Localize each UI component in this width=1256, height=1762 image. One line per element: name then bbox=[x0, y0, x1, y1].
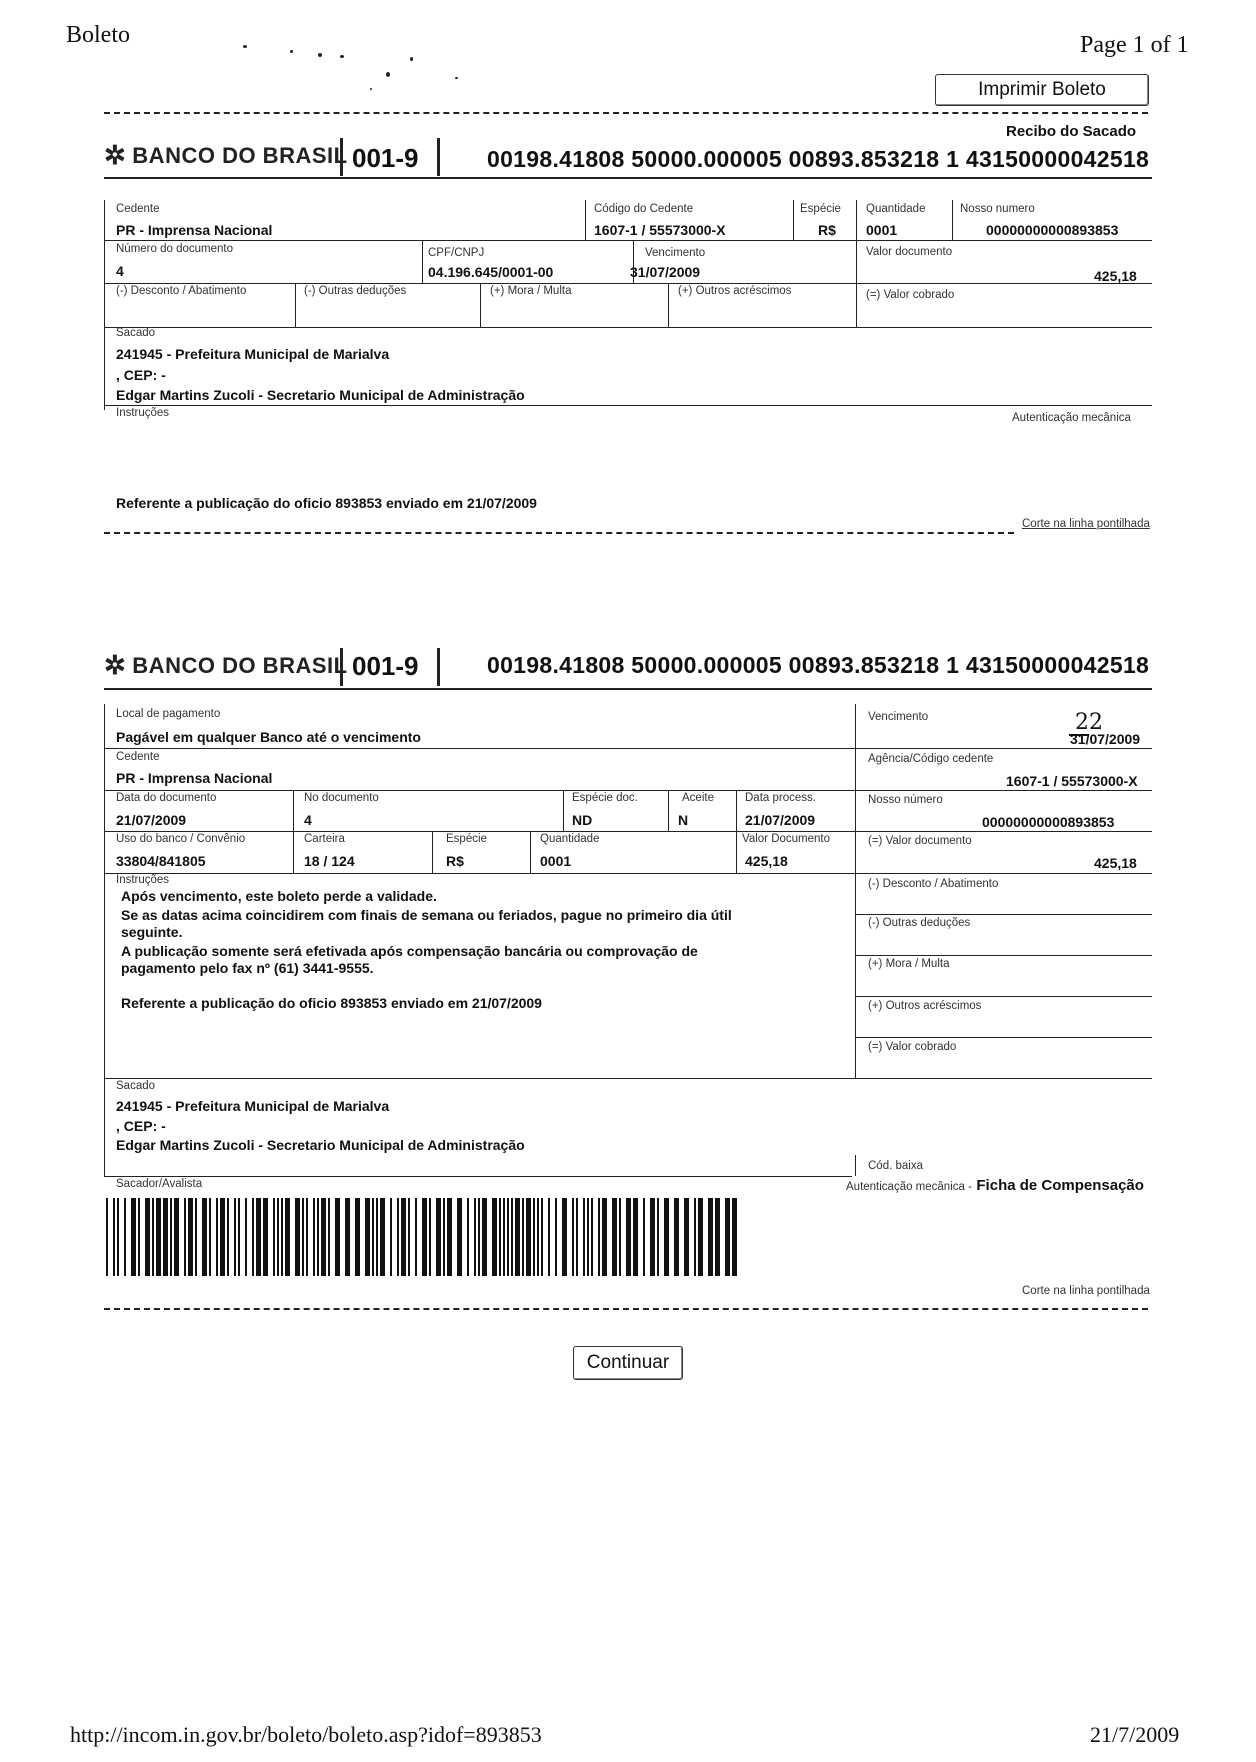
cedente-label: Cedente bbox=[116, 751, 160, 763]
barcode-bar bbox=[650, 1198, 655, 1276]
barcode-bar bbox=[408, 1198, 410, 1276]
barcode-bar bbox=[619, 1198, 621, 1276]
page-number: Page 1 of 1 bbox=[1080, 32, 1189, 58]
divider bbox=[104, 748, 1152, 749]
barcode-bar bbox=[503, 1198, 505, 1276]
cut-line bbox=[104, 1308, 1148, 1310]
valor-doc-value: 425,18 bbox=[1094, 268, 1137, 284]
barcode-bar bbox=[202, 1198, 207, 1276]
barcode-bar bbox=[533, 1198, 535, 1276]
divider bbox=[104, 283, 1152, 284]
barcode-bar bbox=[273, 1198, 275, 1276]
barcode-bar bbox=[555, 1198, 557, 1276]
barcode-bar bbox=[698, 1198, 703, 1276]
barcode-bar bbox=[537, 1198, 539, 1276]
instruction-line-1: Após vencimento, este boleto perde a validade. bbox=[121, 888, 437, 904]
especie-doc-value: ND bbox=[572, 812, 593, 828]
divider bbox=[668, 283, 669, 327]
bank-logo bbox=[104, 650, 348, 681]
barcode-bar bbox=[511, 1198, 513, 1276]
barcode-bar bbox=[227, 1198, 229, 1276]
barcode-bar bbox=[507, 1198, 509, 1276]
especie-value: R$ bbox=[446, 853, 464, 869]
page-header-title: Boleto bbox=[66, 22, 130, 48]
barcode-bar bbox=[499, 1198, 501, 1276]
barcode-bar bbox=[415, 1198, 417, 1276]
cpf-label: CPF/CNPJ bbox=[428, 247, 485, 259]
barcode-bar bbox=[478, 1198, 480, 1276]
cod-baixa-label: Cód. baixa bbox=[868, 1160, 923, 1172]
sacado-label: Sacado bbox=[116, 1080, 156, 1092]
autenticacao-ficha bbox=[846, 1177, 1144, 1195]
barcode-bar bbox=[515, 1198, 520, 1276]
barcode-bar bbox=[184, 1198, 186, 1276]
acrescimos-label: (+) Outros acréscimos bbox=[868, 1000, 982, 1012]
instrucoes-label: Instruções bbox=[116, 407, 170, 419]
agencia-label: Agência/Código cedente bbox=[868, 753, 994, 765]
barcode-bar bbox=[482, 1198, 487, 1276]
barcode-bar bbox=[252, 1198, 254, 1276]
no-documento-value: 4 bbox=[304, 812, 312, 828]
cedente-value: PR - Imprensa Nacional bbox=[116, 770, 273, 786]
continue-button[interactable]: Continuar bbox=[573, 1346, 683, 1380]
divider bbox=[104, 873, 1152, 874]
aceite-value: N bbox=[678, 812, 689, 828]
barcode-bar bbox=[633, 1198, 638, 1276]
table-border bbox=[104, 200, 105, 410]
quantidade-label: Quantidade bbox=[540, 833, 600, 845]
barcode-bar bbox=[401, 1198, 406, 1276]
barcode-bar bbox=[295, 1198, 300, 1276]
data-process-value: 21/07/2009 bbox=[745, 812, 816, 828]
barcode-bar bbox=[380, 1198, 385, 1276]
valor-documento-value: 425,18 bbox=[745, 853, 788, 869]
divider bbox=[530, 831, 531, 873]
divider bbox=[104, 240, 1152, 241]
barcode-bar bbox=[447, 1198, 452, 1276]
num-doc-value: 4 bbox=[116, 263, 124, 279]
barcode-bar bbox=[306, 1198, 308, 1276]
barcode-bar bbox=[328, 1198, 330, 1276]
barcode-bar bbox=[256, 1198, 261, 1276]
barcode-bar bbox=[216, 1198, 218, 1276]
bank-name: BANCO DO BRASIL bbox=[132, 142, 348, 168]
barcode-bar bbox=[238, 1198, 240, 1276]
barcode-bar bbox=[397, 1198, 399, 1276]
barcode-bar bbox=[152, 1198, 154, 1276]
valor-cobrado-label: (=) Valor cobrado bbox=[866, 289, 955, 301]
barcode-bar bbox=[277, 1198, 279, 1276]
barcode-bar bbox=[313, 1198, 315, 1276]
barcode-bar bbox=[474, 1198, 476, 1276]
barcode-bar bbox=[541, 1198, 543, 1276]
barcode-bar bbox=[576, 1198, 578, 1276]
instruction-line-4: A publicação somente será efetivada após compensação bancária ou comprovação de bbox=[121, 943, 698, 959]
divider bbox=[437, 648, 440, 686]
valor-doc-label: (=) Valor documento bbox=[868, 835, 972, 847]
barcode-bar bbox=[715, 1198, 720, 1276]
cut-line bbox=[104, 112, 1148, 114]
table-column-divider bbox=[855, 704, 856, 1078]
divider bbox=[437, 138, 440, 176]
sacado-line-2: , CEP: - bbox=[116, 367, 166, 383]
barcode-bar bbox=[156, 1198, 161, 1276]
barcode-bar bbox=[562, 1198, 567, 1276]
divider bbox=[293, 790, 294, 873]
valor-doc-value: 425,18 bbox=[1094, 855, 1137, 871]
bank-logo bbox=[104, 140, 348, 171]
barcode-bar bbox=[708, 1198, 713, 1276]
barcode-bar bbox=[657, 1198, 659, 1276]
referente-text: Referente a publicação do oficio 893853 enviado em 21/07/2009 bbox=[116, 495, 537, 511]
barcode-bar bbox=[492, 1198, 497, 1276]
barcode-bar bbox=[583, 1198, 585, 1276]
sacado-label: Sacado bbox=[116, 327, 156, 339]
barcode-bar bbox=[234, 1198, 236, 1276]
divider bbox=[104, 790, 1152, 791]
cut-line bbox=[104, 532, 1014, 534]
autenticacao-label: Autenticação mecânica - bbox=[846, 1181, 972, 1193]
barcode-bar bbox=[170, 1198, 172, 1276]
data-documento-label: Data do documento bbox=[116, 792, 217, 804]
barcode-bar bbox=[684, 1198, 689, 1276]
quantidade-label: Quantidade bbox=[866, 203, 926, 215]
barcode-bar bbox=[572, 1198, 574, 1276]
vencimento-value: 31/07/2009 bbox=[1070, 731, 1141, 747]
sacado-line-2: , CEP: - bbox=[116, 1118, 166, 1134]
vencimento-value: 31/07/2009 bbox=[630, 264, 701, 280]
divider bbox=[855, 914, 1152, 915]
barcode-bar bbox=[602, 1198, 607, 1276]
divider bbox=[480, 283, 481, 327]
desconto-label: (-) Desconto / Abatimento bbox=[868, 878, 999, 890]
divider bbox=[856, 200, 857, 327]
strike-mark bbox=[1069, 734, 1089, 736]
vencimento-label: Vencimento bbox=[868, 711, 929, 723]
bank-code: 001-9 bbox=[352, 143, 419, 173]
vencimento-label: Vencimento bbox=[645, 247, 706, 259]
instruction-line-6: Referente a publicação do oficio 893853 enviado em 21/07/2009 bbox=[121, 995, 542, 1011]
divider bbox=[793, 200, 794, 240]
instruction-line-2: Se as datas acima coincidirem com finais de semana ou feriados, pague no primeiro dia útil bbox=[121, 907, 732, 923]
receipt-label: Recibo do Sacado bbox=[1006, 123, 1137, 140]
barcode-bar bbox=[302, 1198, 304, 1276]
barcode-bar bbox=[220, 1198, 225, 1276]
divider bbox=[855, 996, 1152, 997]
instruction-line-3: seguinte. bbox=[121, 924, 183, 940]
barcode-bar bbox=[131, 1198, 136, 1276]
barcode-bar bbox=[548, 1198, 550, 1276]
barcode-bar bbox=[443, 1198, 445, 1276]
data-documento-value: 21/07/2009 bbox=[116, 812, 187, 828]
barcode-bar bbox=[436, 1198, 441, 1276]
local-pagamento-value: Pagável em qualquer Banco até o vencimento bbox=[116, 729, 421, 745]
barcode-bar bbox=[457, 1198, 462, 1276]
num-doc-label: Número do documento bbox=[116, 243, 233, 255]
nosso-numero-label: Nosso numero bbox=[960, 203, 1035, 215]
barcode-bar bbox=[598, 1198, 600, 1276]
aceite-label: Aceite bbox=[682, 792, 714, 804]
divider bbox=[855, 955, 1152, 956]
local-pagamento-label: Local de pagamento bbox=[116, 708, 221, 720]
divider bbox=[585, 200, 586, 240]
divider bbox=[340, 648, 343, 686]
quantidade-value: 0001 bbox=[866, 222, 898, 238]
barcode-bar bbox=[526, 1198, 531, 1276]
cedente-label: Cedente bbox=[116, 203, 160, 215]
barcode-bar bbox=[591, 1198, 593, 1276]
barcode-bar bbox=[390, 1198, 392, 1276]
barcode-bar bbox=[321, 1198, 326, 1276]
barcode-bar bbox=[113, 1198, 115, 1276]
outras-deducoes-label: (-) Outras deduções bbox=[868, 917, 971, 929]
barcode-bar bbox=[587, 1198, 589, 1276]
sacado-line-3: Edgar Martins Zucoli - Secretario Municipal de Administração bbox=[116, 1137, 525, 1153]
digitable-line: 00198.41808 50000.000005 00893.853218 1 43150000042518 bbox=[487, 146, 1150, 172]
barcode-bar bbox=[209, 1198, 211, 1276]
print-button[interactable]: Imprimir Boleto bbox=[935, 74, 1149, 106]
barcode bbox=[106, 1198, 746, 1276]
codigo-cedente-value: 1607-1 / 55573000-X bbox=[594, 222, 726, 238]
instruction-line-5: pagamento pelo fax nº (61) 3441-9555. bbox=[121, 960, 374, 976]
bank-logo-icon: ✲ bbox=[104, 140, 127, 170]
barcode-bar bbox=[422, 1198, 427, 1276]
quantidade-value: 0001 bbox=[540, 853, 572, 869]
divider bbox=[855, 1037, 1152, 1038]
divider bbox=[563, 790, 564, 831]
corte-label: Corte na linha pontilhada bbox=[1022, 1285, 1150, 1297]
barcode-bar bbox=[124, 1198, 126, 1276]
bank-name: BANCO DO BRASIL bbox=[132, 652, 348, 678]
table-border bbox=[104, 704, 105, 1176]
mora-label: (+) Mora / Multa bbox=[490, 285, 572, 297]
barcode-bar bbox=[612, 1198, 617, 1276]
barcode-bar bbox=[376, 1198, 378, 1276]
uso-banco-label: Uso do banco / Convênio bbox=[116, 833, 246, 845]
nosso-numero-value: 00000000000893853 bbox=[986, 222, 1119, 238]
barcode-bar bbox=[188, 1198, 193, 1276]
barcode-bar bbox=[317, 1198, 319, 1276]
instrucoes-label: Instruções bbox=[116, 874, 170, 886]
corte-label: Corte na linha pontilhada bbox=[1022, 518, 1150, 530]
divider bbox=[736, 790, 737, 873]
sacado-line-1: 241945 - Prefeitura Municipal de Marialva bbox=[116, 1098, 390, 1114]
outras-deducoes-label: (-) Outras deduções bbox=[304, 285, 407, 297]
acrescimos-label: (+) Outros acréscimos bbox=[678, 285, 792, 297]
divider bbox=[104, 1176, 852, 1177]
barcode-bar bbox=[674, 1198, 679, 1276]
barcode-bar bbox=[106, 1198, 108, 1276]
divider bbox=[432, 831, 433, 873]
divider bbox=[104, 177, 1152, 179]
barcode-bar bbox=[643, 1198, 645, 1276]
divider bbox=[104, 327, 1152, 328]
barcode-bar bbox=[245, 1198, 247, 1276]
barcode-bar bbox=[522, 1198, 524, 1276]
divider bbox=[104, 688, 1152, 690]
barcode-bar bbox=[467, 1198, 469, 1276]
bank-code: 001-9 bbox=[352, 651, 419, 681]
barcode-bar bbox=[117, 1198, 119, 1276]
carteira-value: 18 / 124 bbox=[304, 853, 355, 869]
autenticacao-label: Autenticação mecânica bbox=[1012, 412, 1131, 424]
barcode-bar bbox=[365, 1198, 370, 1276]
no-documento-label: No documento bbox=[304, 792, 379, 804]
barcode-bar bbox=[429, 1198, 431, 1276]
barcode-bar bbox=[174, 1198, 179, 1276]
barcode-bar bbox=[145, 1198, 150, 1276]
especie-value: R$ bbox=[818, 222, 836, 238]
uso-banco-value: 33804/841805 bbox=[116, 853, 206, 869]
barcode-bar bbox=[664, 1198, 669, 1276]
mora-label: (+) Mora / Multa bbox=[868, 958, 950, 970]
barcode-bar bbox=[335, 1198, 340, 1276]
barcode-bar bbox=[694, 1198, 696, 1276]
divider bbox=[422, 240, 423, 283]
valor-doc-label: Valor documento bbox=[866, 246, 953, 258]
footer-date: 21/7/2009 bbox=[1090, 1722, 1180, 1747]
sacador-label: Sacador/Avalista bbox=[116, 1178, 203, 1190]
bank-logo-icon: ✲ bbox=[104, 650, 127, 680]
divider bbox=[855, 1155, 856, 1176]
divider bbox=[952, 200, 953, 240]
especie-label: Espécie bbox=[446, 833, 487, 845]
barcode-bar bbox=[372, 1198, 374, 1276]
barcode-bar bbox=[725, 1198, 730, 1276]
valor-cobrado-label: (=) Valor cobrado bbox=[868, 1041, 957, 1053]
barcode-bar bbox=[345, 1198, 350, 1276]
barcode-bar bbox=[263, 1198, 268, 1276]
nosso-numero-label: Nosso número bbox=[868, 794, 943, 806]
nosso-numero-value: 00000000000893853 bbox=[982, 814, 1115, 830]
barcode-bar bbox=[285, 1198, 290, 1276]
ficha-compensacao-label: Ficha de Compensação bbox=[976, 1177, 1144, 1194]
divider bbox=[668, 790, 669, 831]
barcode-bar bbox=[195, 1198, 197, 1276]
divider bbox=[104, 1078, 1152, 1079]
barcode-bar bbox=[626, 1198, 631, 1276]
valor-documento-label: Valor Documento bbox=[742, 833, 830, 845]
sacado-line-3: Edgar Martins Zucoli - Secretario Municipal de Administração bbox=[116, 387, 525, 403]
cedente-value: PR - Imprensa Nacional bbox=[116, 222, 273, 238]
digitable-line: 00198.41808 50000.000005 00893.853218 1 43150000042518 bbox=[487, 652, 1150, 678]
sacado-line-1: 241945 - Prefeitura Municipal de Marialva bbox=[116, 346, 390, 362]
codigo-cedente-label: Código do Cedente bbox=[594, 203, 694, 215]
especie-label: Espécie bbox=[800, 203, 841, 215]
especie-doc-label: Espécie doc. bbox=[572, 792, 638, 804]
divider bbox=[295, 283, 296, 327]
desconto-label: (-) Desconto / Abatimento bbox=[116, 285, 247, 297]
divider bbox=[340, 138, 343, 176]
agencia-value: 1607-1 / 55573000-X bbox=[1006, 773, 1138, 789]
data-process-label: Data process. bbox=[745, 792, 816, 804]
barcode-bar bbox=[163, 1198, 168, 1276]
barcode-bar bbox=[355, 1198, 360, 1276]
barcode-bar bbox=[281, 1198, 283, 1276]
footer-url: http://incom.in.gov.br/boleto/boleto.asp?idof=893853 bbox=[70, 1722, 542, 1747]
divider bbox=[104, 405, 1152, 406]
cpf-value: 04.196.645/0001-00 bbox=[428, 264, 554, 280]
carteira-label: Carteira bbox=[304, 833, 345, 845]
handwritten-annotation: 22 bbox=[1075, 710, 1103, 735]
barcode-bar bbox=[732, 1198, 737, 1276]
divider bbox=[104, 831, 1152, 832]
barcode-bar bbox=[138, 1198, 140, 1276]
